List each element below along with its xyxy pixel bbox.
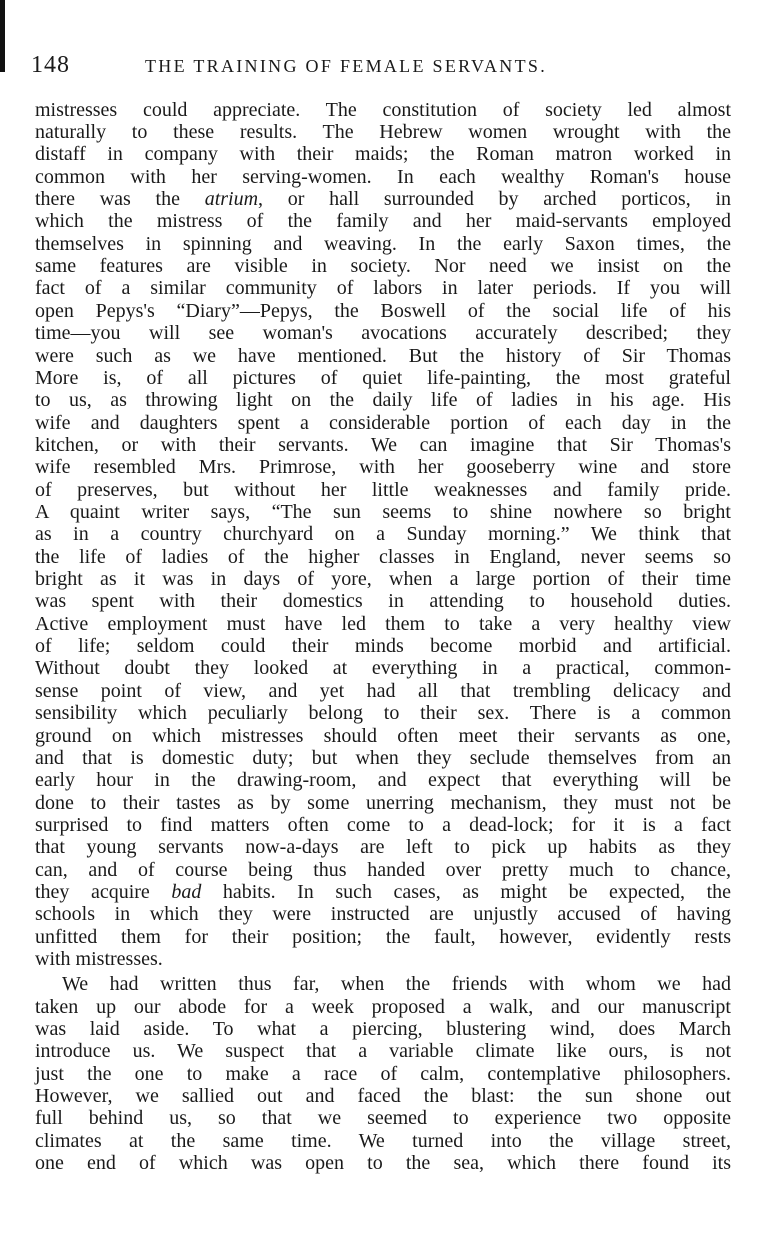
- text-line: early hour in the drawing-room, and expect that everything will be: [35, 769, 731, 791]
- text-line: themselves in spinning and weaving. In the early Saxon times, the: [35, 233, 731, 255]
- text-line: open Pepys's “Diary”—Pepys, the Boswell of the social life of his: [35, 300, 731, 322]
- text-line: as in a country churchyard on a Sunday morning.” We think that: [35, 523, 731, 545]
- text-line: they acquire bad habits. In such cases, as might be expected, the: [35, 881, 732, 903]
- text-line: Active employment must have led them to take a very healthy view: [35, 613, 731, 635]
- text-line: the life of ladies of the higher classes in England, never seems so: [35, 546, 731, 568]
- binding-edge-mark: [0, 0, 5, 72]
- text-line: with mistresses.: [35, 948, 163, 970]
- text-line: climates at the same time. We turned into the village street,: [35, 1130, 731, 1152]
- text-line: Without doubt they looked at everything in a practical, common-: [35, 657, 731, 679]
- text-line: kitchen, or with their servants. We can imagine that Sir Thomas's: [35, 434, 731, 456]
- text-line: that young servants now-a-days are left to pick up habits as they: [35, 836, 731, 858]
- text-line: fact of a similar community of labors in later periods. If you will: [35, 277, 731, 299]
- running-title: THE TRAINING OF FEMALE SERVANTS.: [145, 56, 548, 76]
- text-line: bright as it was in days of yore, when a large portion of their time: [35, 568, 731, 590]
- text-line: just the one to make a race of calm, contemplative philosophers.: [35, 1063, 731, 1085]
- text-line: which the mistress of the family and her maid-servants employed: [35, 210, 731, 232]
- text-line: unfitted them for their position; the fault, however, evidently rests: [35, 926, 731, 948]
- text-line: wife resembled Mrs. Primrose, with her gooseberry wine and store: [35, 456, 731, 478]
- text-line: distaff in company with their maids; the Roman matron worked in: [35, 143, 731, 165]
- text-line: and that is domestic duty; but when they seclude themselves from an: [35, 747, 731, 769]
- text-line: schools in which they were instructed are unjustly accused of having: [35, 903, 731, 925]
- text-line: We had written thus far, when the friends with whom we had: [62, 973, 731, 995]
- text-line: However, we sallied out and faced the blast: the sun shone out: [35, 1085, 731, 1107]
- page-header: [31, 52, 751, 82]
- text-line: taken up our abode for a week proposed a walk, and our manuscript: [35, 996, 731, 1018]
- text-line: sensibility which peculiarly belong to their sex. There is a common: [35, 702, 731, 724]
- text-line: done to their tastes as by some unerring mechanism, they must not be: [35, 792, 731, 814]
- text-line: naturally to these results. The Hebrew women wrought with the: [35, 121, 731, 143]
- text-line: to us, as throwing light on the daily life of ladies in his age. His: [35, 389, 731, 411]
- text-line: surprised to find matters often come to a dead-lock; for it is a fact: [35, 814, 731, 836]
- text-line: were such as we have mentioned. But the history of Sir Thomas: [35, 345, 731, 367]
- text-line: common with her serving-women. In each wealthy Roman's house: [35, 166, 731, 188]
- text-line: one end of which was open to the sea, which there found its: [35, 1152, 731, 1174]
- text-line: introduce us. We suspect that a variable climate like ours, is not: [35, 1040, 731, 1062]
- text-line: was laid aside. To what a piercing, blustering wind, does March: [35, 1018, 731, 1040]
- text-line: same features are visible in society. Nor need we insist on the: [35, 255, 731, 277]
- text-line: ground on which mistresses should often meet their servants as one,: [35, 725, 731, 747]
- text-line: of preserves, but without her little weaknesses and family pride.: [35, 479, 731, 501]
- text-line: time—you will see woman's avocations accurately described; they: [35, 322, 731, 344]
- text-line: was spent with their domestics in attending to household duties.: [35, 590, 731, 612]
- text-line: sense point of view, and yet had all that trembling delicacy and: [35, 680, 731, 702]
- text-line: there was the atrium, or hall surrounded by arched porticos, in: [35, 188, 731, 210]
- text-line: A quaint writer says, “The sun seems to shine nowhere so bright: [35, 501, 731, 523]
- text-line: wife and daughters spent a considerable portion of each day in the: [35, 412, 731, 434]
- text-line: of life; seldom could their minds become morbid and artificial.: [35, 635, 731, 657]
- text-line: can, and of course being thus handed over pretty much to chance,: [35, 859, 731, 881]
- text-line: full behind us, so that we seemed to experience two opposite: [35, 1107, 731, 1129]
- text-line: More is, of all pictures of quiet life-painting, the most grateful: [35, 367, 731, 389]
- page-number: 148: [31, 52, 70, 78]
- text-line: mistresses could appreciate. The constitution of society led almost: [35, 99, 731, 121]
